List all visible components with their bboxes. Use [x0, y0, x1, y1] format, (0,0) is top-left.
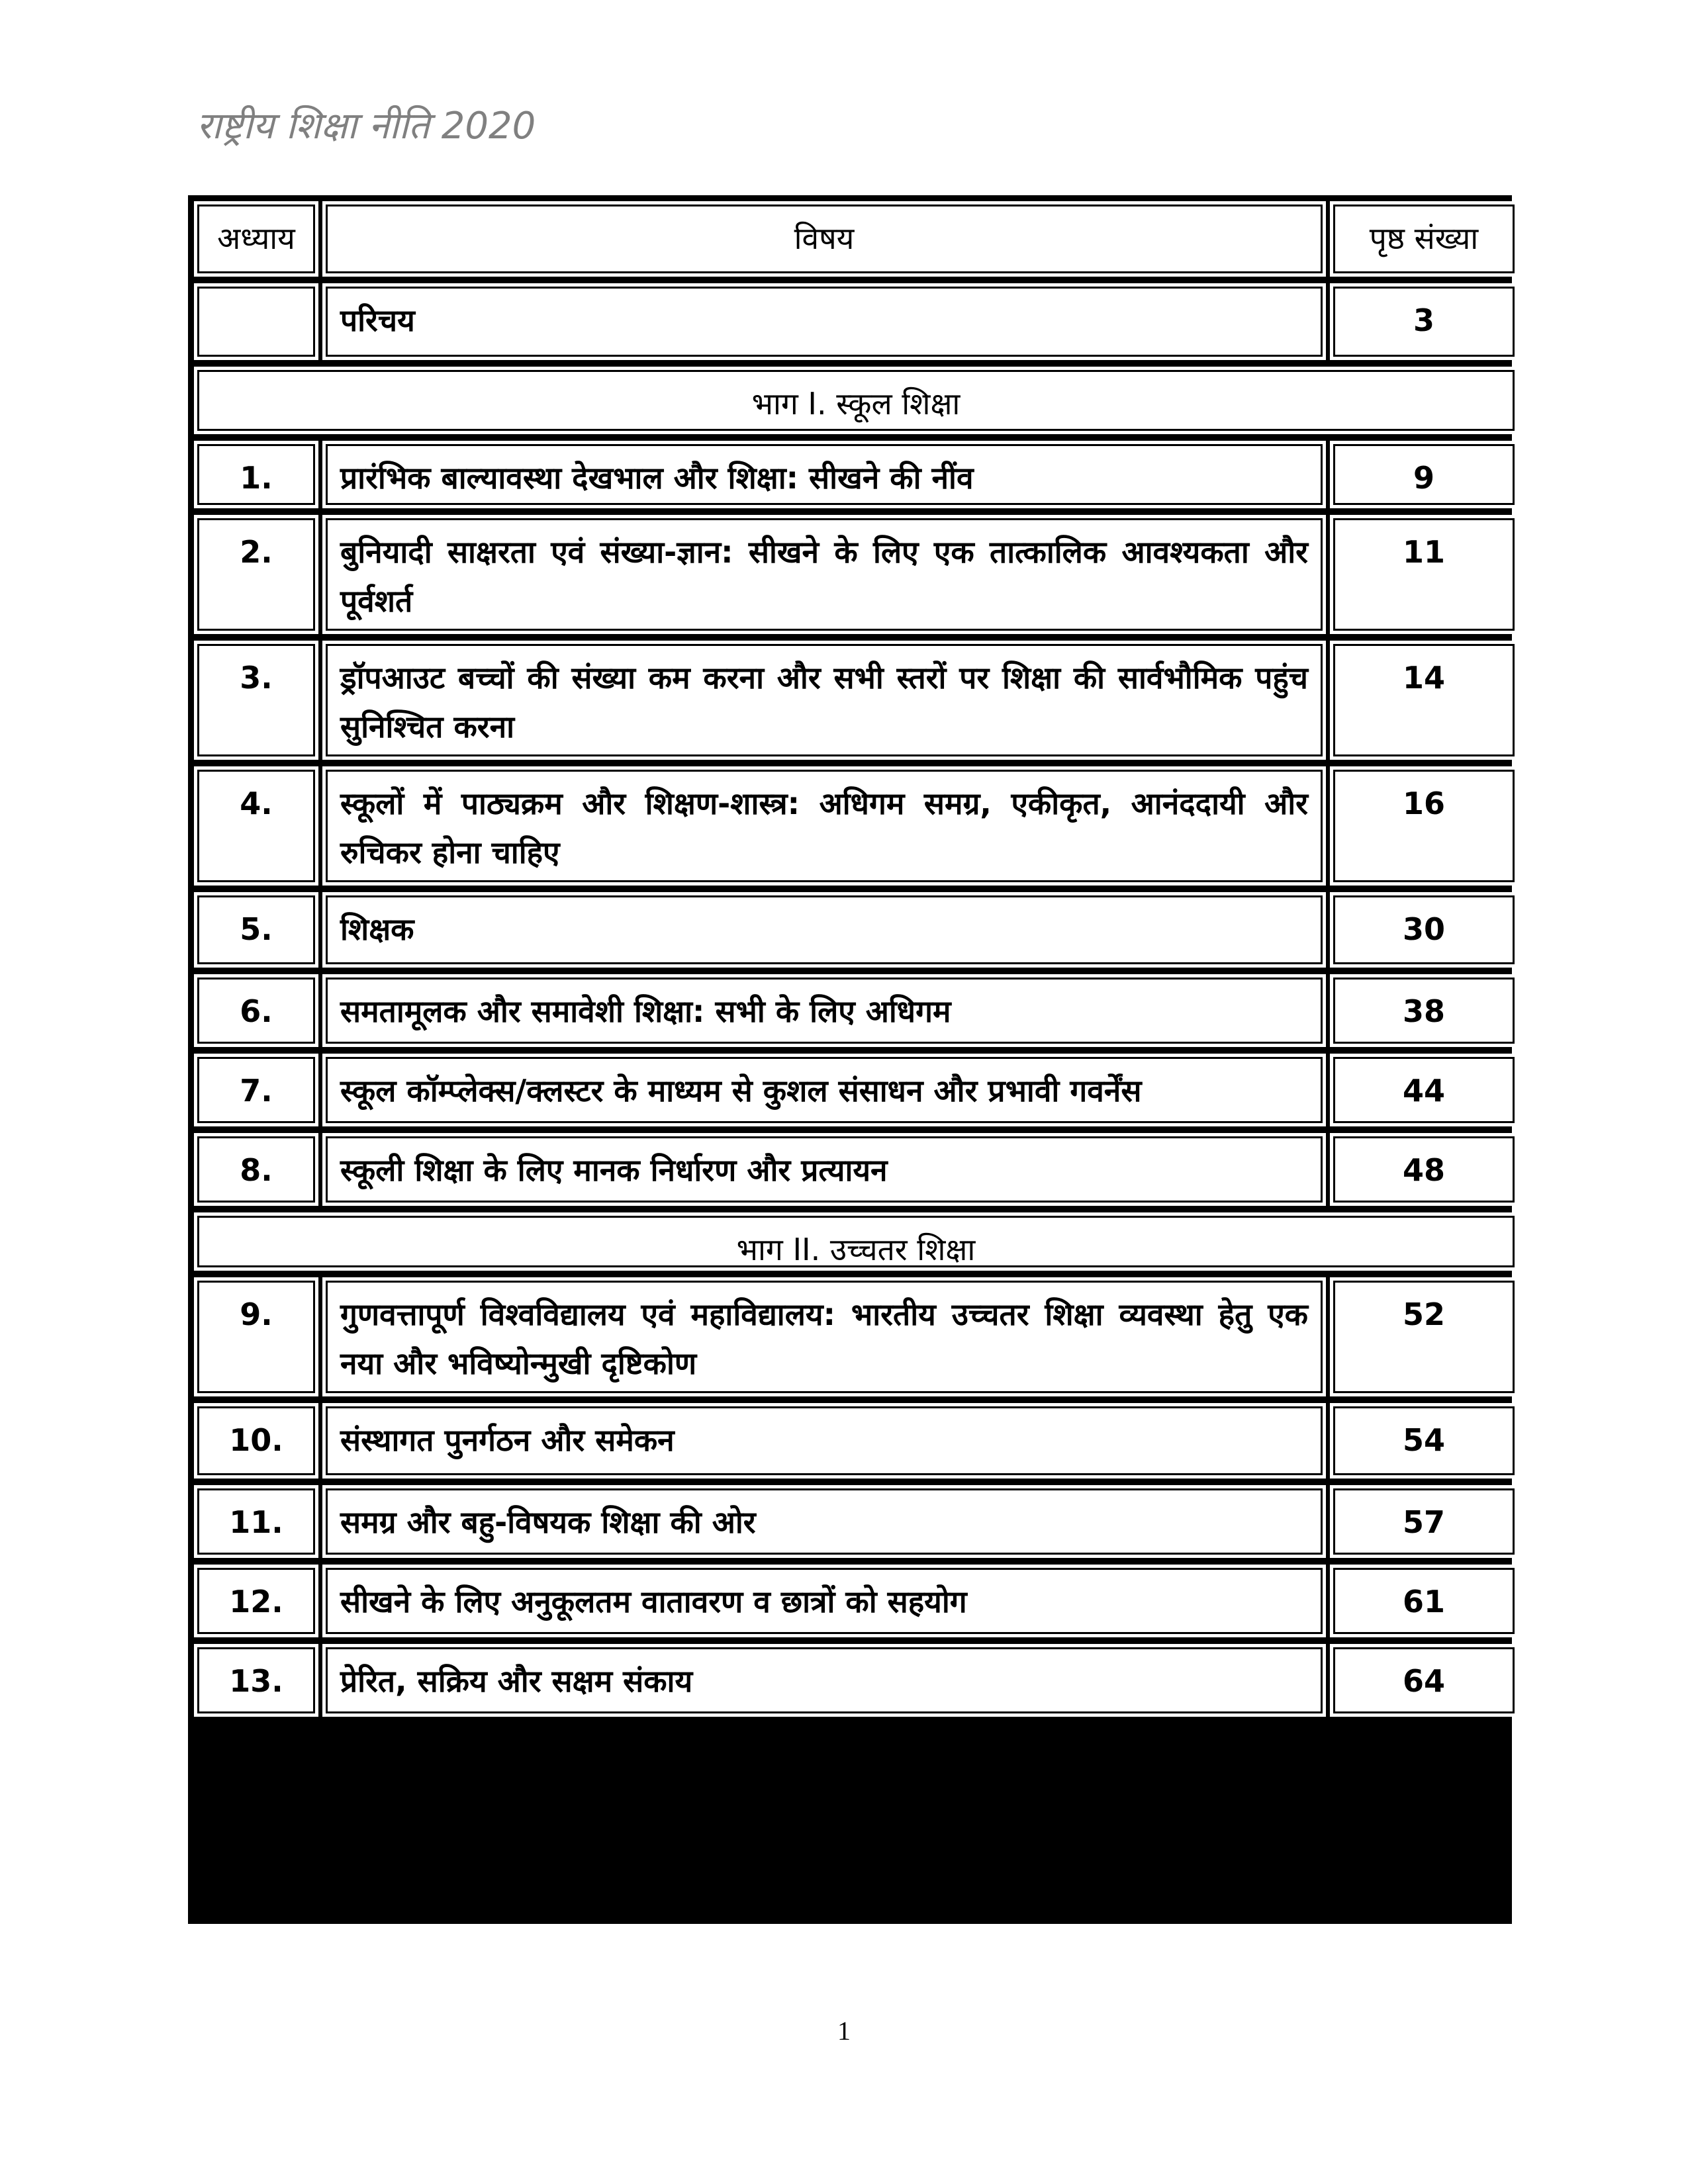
chapter-topic: समतामूलक और समावेशी शिक्षा: सभी के लिए अधिगम — [322, 974, 1326, 1047]
chapter-page: 14 — [1330, 641, 1518, 760]
table-of-contents — [188, 195, 1512, 1924]
chapter-page: 61 — [1330, 1565, 1518, 1637]
chapter-number: 1. — [194, 441, 318, 508]
chapter-topic: बुनियादी साक्षरता एवं संख्या-ज्ञान: सीखने के लिए एक तात्कालिक आवश्यकता और पूर्वशर्त — [322, 515, 1326, 634]
document-title: राष्ट्रीय शिक्षा नीति 2020 — [197, 105, 536, 148]
chapter-page: 54 — [1330, 1403, 1518, 1479]
chapter-page: 16 — [1330, 766, 1518, 886]
chapter-topic: संस्थागत पुनर्गठन और समेकन — [322, 1403, 1326, 1479]
chapter-page: 38 — [1330, 974, 1518, 1047]
chapter-number: 9. — [194, 1277, 318, 1396]
part-heading-school: भाग I. स्कूल शिक्षा — [194, 367, 1518, 434]
header-subject: विषय — [322, 201, 1326, 277]
chapter-page: 57 — [1330, 1485, 1518, 1558]
chapter-topic: ड्रॉपआउट बच्चों की संख्या कम करना और सभी स्तरों पर शिक्षा की सार्वभौमिक पहुंच सुनिश्चित करना — [322, 641, 1326, 760]
chapter-page: 64 — [1330, 1644, 1518, 1717]
chapter-topic: स्कूल कॉम्प्लेक्स/क्लस्टर के माध्यम से कुशल संसाधन और प्रभावी गवर्नेंस — [322, 1054, 1326, 1126]
chapter-topic: स्कूलों में पाठ्यक्रम और शिक्षण-शास्त्र: अधिगम समग्र, एकीकृत, आनंददायी और रुचिकर होना चाहिए — [322, 766, 1326, 886]
chapter-number: 7. — [194, 1054, 318, 1126]
chapter-page: 9 — [1330, 441, 1518, 508]
page-number: 1 — [837, 2016, 851, 2046]
part-heading-higher: भाग II. उच्चतर शिक्षा — [194, 1212, 1518, 1271]
chapter-topic: गुणवत्तापूर्ण विश्वविद्यालय एवं महाविद्यालय: भारतीय उच्चतर शिक्षा व्यवस्था हेतु एक नया और भविष्योन्मुखी दृष्टिकोण — [322, 1277, 1326, 1396]
chapter-number: 5. — [194, 892, 318, 968]
intro-topic: परिचय — [322, 283, 1326, 360]
chapter-number: 11. — [194, 1485, 318, 1558]
chapter-number: 12. — [194, 1565, 318, 1637]
chapter-number: 4. — [194, 766, 318, 886]
chapter-page: 11 — [1330, 515, 1518, 634]
chapter-topic: स्कूली शिक्षा के लिए मानक निर्धारण और प्रत्यायन — [322, 1133, 1326, 1206]
chapter-topic: समग्र और बहु-विषयक शिक्षा की ओर — [322, 1485, 1326, 1558]
toc-grid — [194, 201, 1506, 1918]
chapter-page: 48 — [1330, 1133, 1518, 1206]
chapter-number: 2. — [194, 515, 318, 634]
chapter-number: 6. — [194, 974, 318, 1047]
chapter-number: 13. — [194, 1644, 318, 1717]
header-page: पृष्ठ संख्या — [1330, 201, 1518, 277]
chapter-topic: शिक्षक — [322, 892, 1326, 968]
chapter-page: 30 — [1330, 892, 1518, 968]
chapter-topic: प्रेरित, सक्रिय और सक्षम संकाय — [322, 1644, 1326, 1717]
chapter-number: 10. — [194, 1403, 318, 1479]
header-chapter: अध्याय — [194, 201, 318, 277]
chapter-page: 44 — [1330, 1054, 1518, 1126]
intro-chapter — [194, 283, 318, 360]
chapter-page: 52 — [1330, 1277, 1518, 1396]
chapter-topic: प्रारंभिक बाल्यावस्था देखभाल और शिक्षा: सीखने की नींव — [322, 441, 1326, 508]
chapter-number: 3. — [194, 641, 318, 760]
intro-page: 3 — [1330, 283, 1518, 360]
chapter-topic: सीखने के लिए अनुकूलतम वातावरण व छात्रों को सहयोग — [322, 1565, 1326, 1637]
chapter-number: 8. — [194, 1133, 318, 1206]
